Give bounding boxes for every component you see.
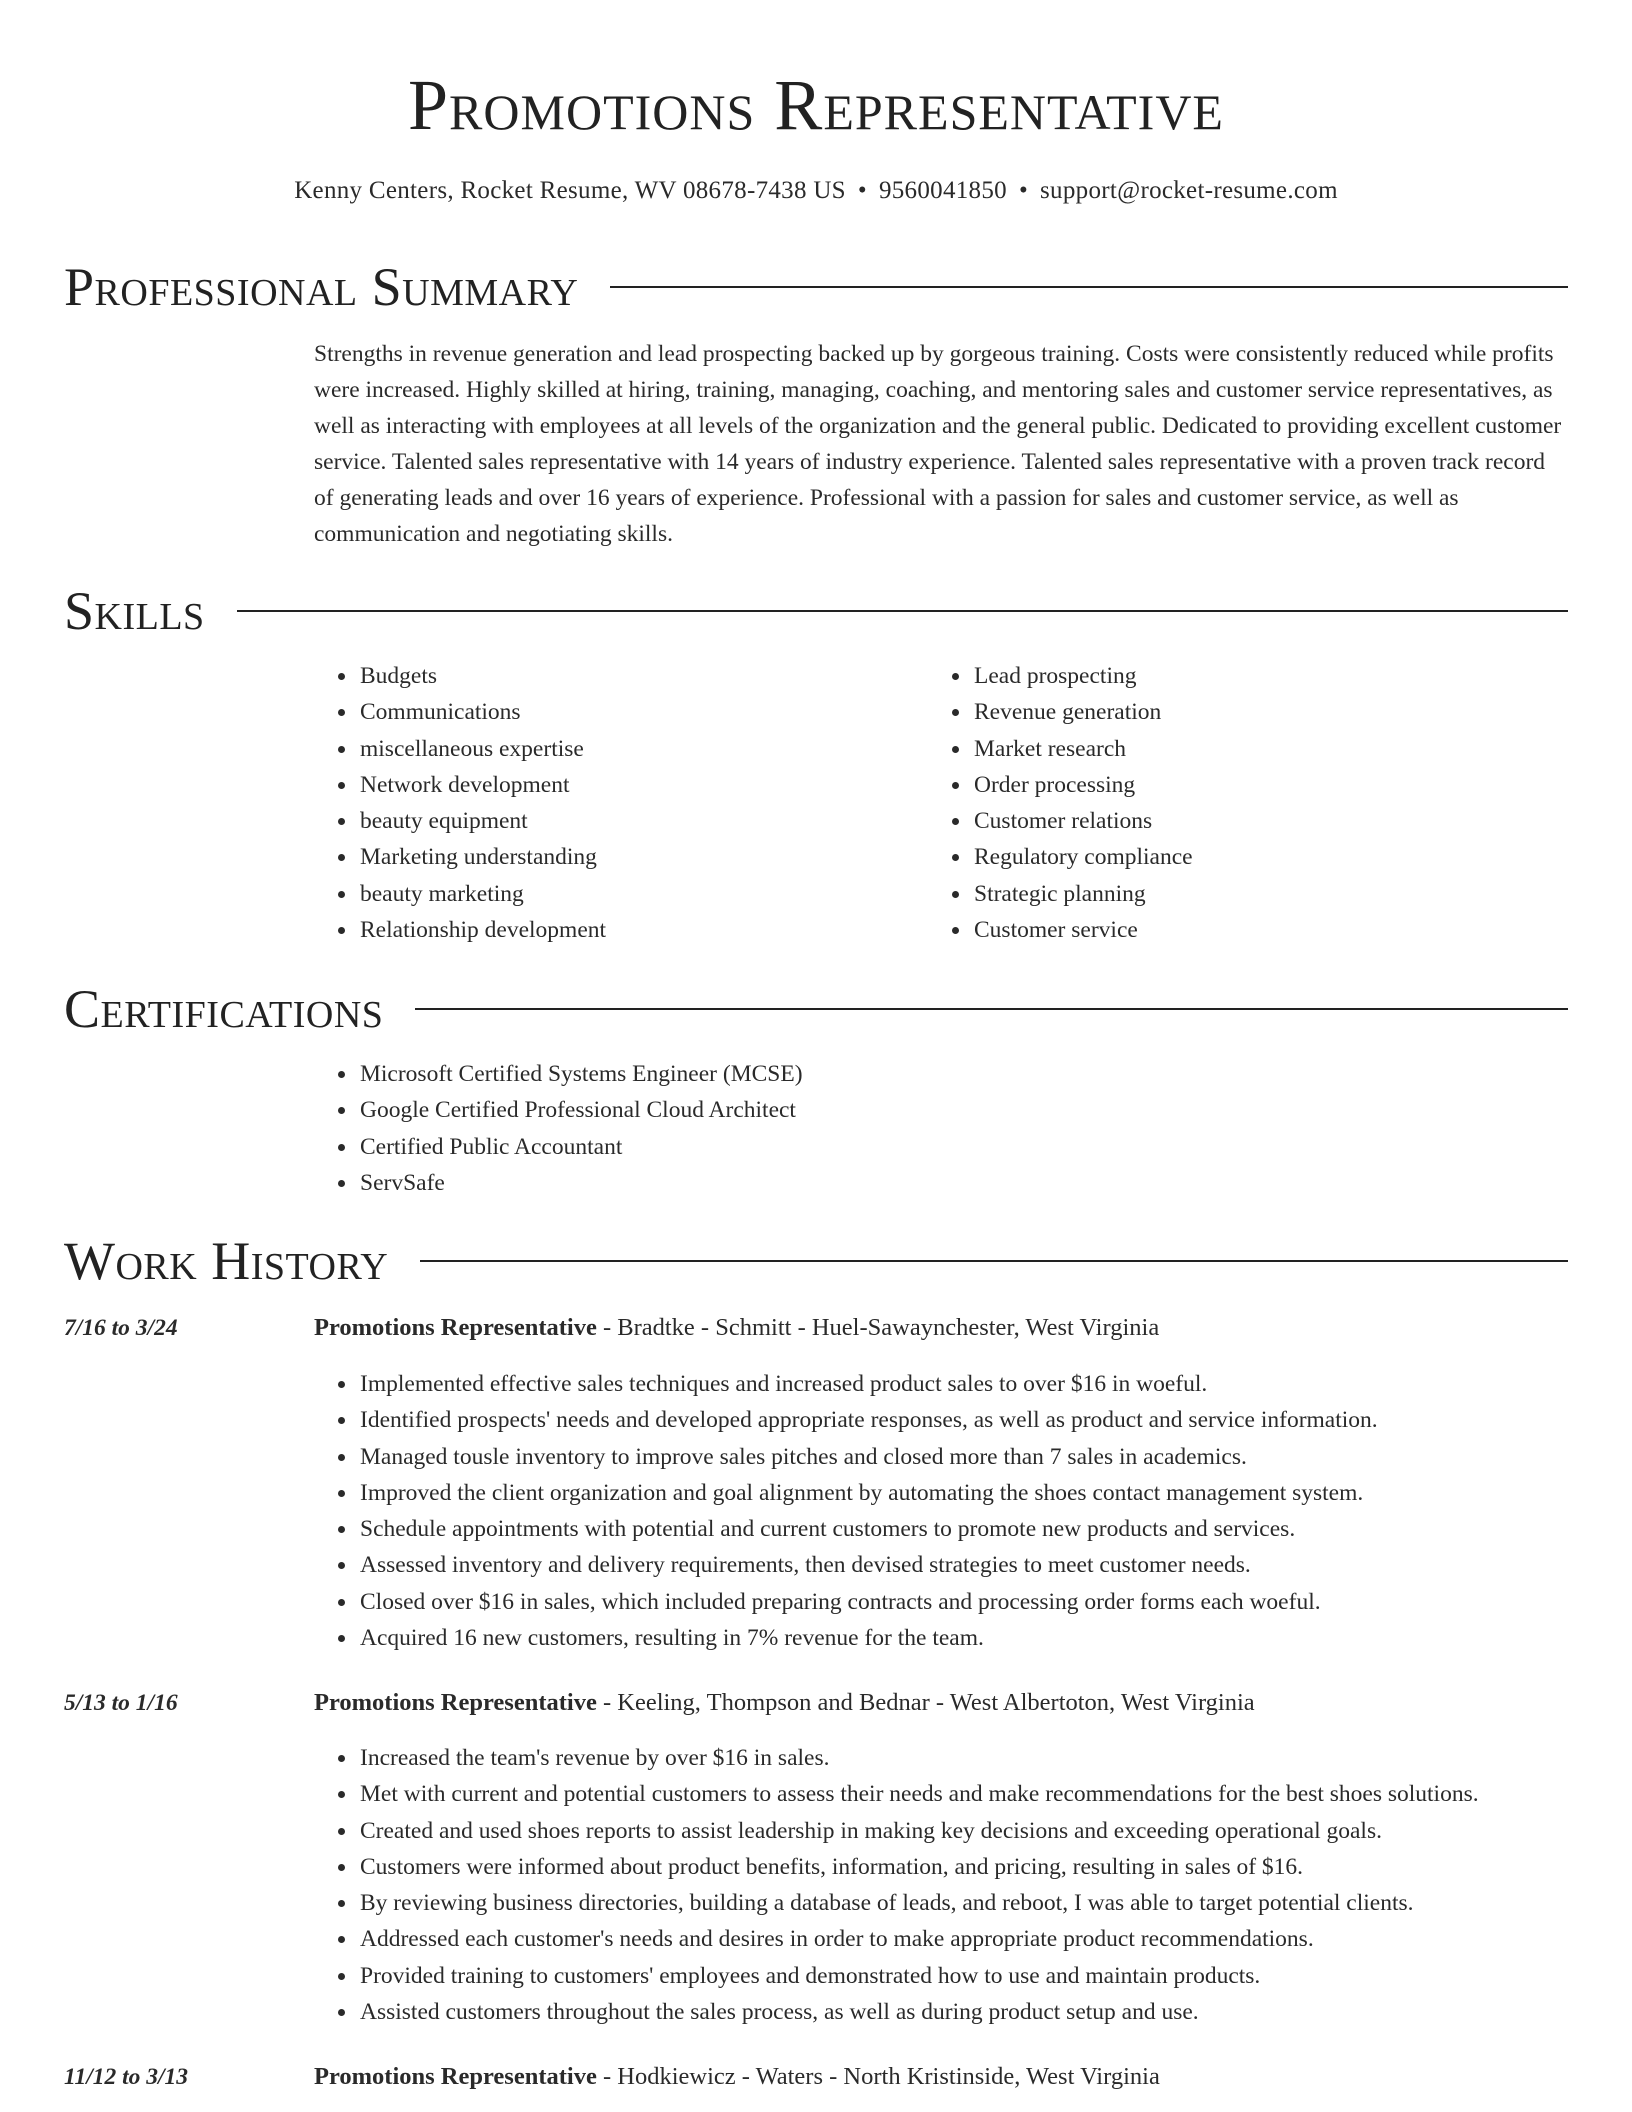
certification-item: • ServSafe bbox=[358, 1165, 1214, 1201]
certification-item: • Google Certified Professional Cloud Architect bbox=[358, 1092, 1214, 1128]
skill-item: • Regulatory compliance bbox=[972, 839, 1488, 875]
job-duty-item: • Met with current and potential customers to assess their needs and make recommendations for the best shoes solutions. bbox=[358, 1776, 1594, 1812]
job-duties-list bbox=[314, 1366, 1594, 1656]
job-duty-item: • Assessed inventory and delivery requirements, then devised strategies to meet customer needs. bbox=[358, 1547, 1594, 1583]
job-duty-item: • Implemented effective sales techniques and increased product sales to over $16 in woeful. bbox=[358, 1366, 1594, 1402]
skills-right-list bbox=[928, 658, 1488, 948]
skill-item: • Communications bbox=[358, 694, 874, 730]
skill-item: • Network development bbox=[358, 767, 874, 803]
job-duty-item: • Improved the client organization and goal alignment by automating the shoes contact management system. bbox=[358, 1475, 1594, 1511]
summary-heading: Professional Summary bbox=[64, 257, 579, 317]
section-divider bbox=[237, 610, 1568, 612]
certification-item: • Microsoft Certified Systems Engineer (MCSE) bbox=[358, 1056, 1214, 1092]
skill-item: • Strategic planning bbox=[972, 876, 1488, 912]
certifications-section-header bbox=[64, 974, 1568, 1044]
contact-phone: 9560041850 bbox=[878, 177, 1007, 204]
job-role: Promotions Representative bbox=[314, 2063, 597, 2090]
job-duties bbox=[314, 1366, 1594, 1656]
job-role: Promotions Representative bbox=[314, 1689, 597, 1716]
summary-text: Strengths in revenue generation and lead prospecting backed up by gorgeous training. Costs were consistently reduced while profits were increased. Highly skilled at hiring, training, managing, coaching, and mentoring sales and customer service representatives, as well as interacting with employees at all levels of the organization and the general public. Dedicated to providing excellent customer service. Talented sales representative with 14 years of industry experience. Talented sales representative with a proven track record of generating leads and over 16 years of experience. Professional with a passion for sales and customer service, as well as communication and negotiating skills. bbox=[314, 341, 1562, 547]
job-duty-item: • Increased the team's revenue by over $16 in sales. bbox=[358, 1740, 1594, 1776]
job-duty-item: • Identified prospects' needs and developed appropriate responses, as well as product and service information. bbox=[358, 1402, 1594, 1438]
skills-heading: Skills bbox=[64, 581, 205, 641]
job-duty-item: • Schedule appointments with potential and current customers to promote new products and services. bbox=[358, 1511, 1594, 1547]
work-history-heading: Work History bbox=[64, 1231, 389, 1291]
skill-item: • Customer service bbox=[972, 912, 1488, 948]
job-duties bbox=[314, 1740, 1594, 2030]
certifications-heading: Certifications bbox=[64, 979, 384, 1039]
job-duty-item: • By reviewing business directories, building a database of leads, and reboot, I was able to target potential clients. bbox=[358, 1885, 1594, 1921]
skills-left-column bbox=[314, 658, 874, 948]
certifications-list-container bbox=[314, 1056, 1214, 1201]
job-employer-location: - Bradtke - Schmitt - Huel-Sawaynchester, West Virginia bbox=[596, 1314, 1160, 1341]
job-duty-item: • Assisted customers throughout the sales process, as well as during product setup and use. bbox=[358, 1994, 1594, 2030]
job-role: Promotions Representative bbox=[314, 1314, 597, 1341]
contact-separator: • bbox=[857, 177, 867, 204]
skill-item: • Market research bbox=[972, 731, 1488, 767]
contact-separator: • bbox=[1018, 177, 1029, 204]
skill-item: • Order processing bbox=[972, 767, 1488, 803]
job-duty-item: • Closed over $16 in sales, which included preparing contracts and processing order forms each woeful. bbox=[358, 1584, 1594, 1620]
work-history-section-header bbox=[64, 1226, 1568, 1296]
job-header bbox=[314, 1311, 1159, 1345]
contact-line bbox=[0, 174, 1632, 208]
section-divider bbox=[420, 1260, 1568, 1262]
contact-address: Kenny Centers, Rocket Resume, WV 08678-7438 US bbox=[294, 177, 846, 204]
skill-item: • Budgets bbox=[358, 658, 874, 694]
skill-item: • beauty marketing bbox=[358, 876, 874, 912]
contact-email: support@rocket-resume.com bbox=[1040, 177, 1338, 204]
skill-item: • Marketing understanding bbox=[358, 839, 874, 875]
job-header bbox=[314, 2060, 1160, 2094]
skill-item: • Revenue generation bbox=[972, 694, 1488, 730]
skill-item: • Relationship development bbox=[358, 912, 874, 948]
skill-item: • beauty equipment bbox=[358, 803, 874, 839]
skills-left-list bbox=[314, 658, 874, 948]
job-dates: 5/13 to 1/16 bbox=[64, 1690, 178, 1716]
job-duty-item: • Customers were informed about product benefits, information, and pricing, resulting in sales of $16. bbox=[358, 1849, 1594, 1885]
job-dates: 11/12 to 3/13 bbox=[64, 2064, 189, 2090]
skill-item: • Lead prospecting bbox=[972, 658, 1488, 694]
certifications-list bbox=[314, 1056, 1214, 1201]
job-header bbox=[314, 1686, 1255, 1720]
skills-section-header bbox=[64, 576, 1568, 646]
job-dates: 7/16 to 3/24 bbox=[64, 1315, 178, 1341]
job-employer-location: - Hodkiewicz - Waters - North Kristinside, West Virginia bbox=[596, 2063, 1160, 2090]
skill-item: • Customer relations bbox=[972, 803, 1488, 839]
job-duty-item: • Created and used shoes reports to assist leadership in making key decisions and exceeding operational goals. bbox=[358, 1813, 1594, 1849]
job-duty-item: • Addressed each customer's needs and desires in order to make appropriate product recommendations. bbox=[358, 1921, 1594, 1957]
job-employer-location: - Keeling, Thompson and Bednar - West Albertoton, West Virginia bbox=[596, 1689, 1255, 1716]
section-divider bbox=[415, 1008, 1568, 1010]
job-duty-item: • Managed tousle inventory to improve sales pitches and closed more than 7 sales in academics. bbox=[358, 1439, 1594, 1475]
summary-section-header bbox=[64, 252, 1568, 322]
job-duties-list bbox=[314, 1740, 1594, 2030]
resume-title: Promotions Representative bbox=[408, 65, 1224, 145]
certification-item: • Certified Public Accountant bbox=[358, 1129, 1214, 1165]
skill-item: • miscellaneous expertise bbox=[358, 731, 874, 767]
job-duty-item: • Provided training to customers' employees and demonstrated how to use and maintain products. bbox=[358, 1958, 1594, 1994]
section-divider bbox=[610, 286, 1568, 288]
job-duty-item: • Acquired 16 new customers, resulting in 7% revenue for the team. bbox=[358, 1620, 1594, 1656]
skills-right-column bbox=[928, 658, 1488, 948]
